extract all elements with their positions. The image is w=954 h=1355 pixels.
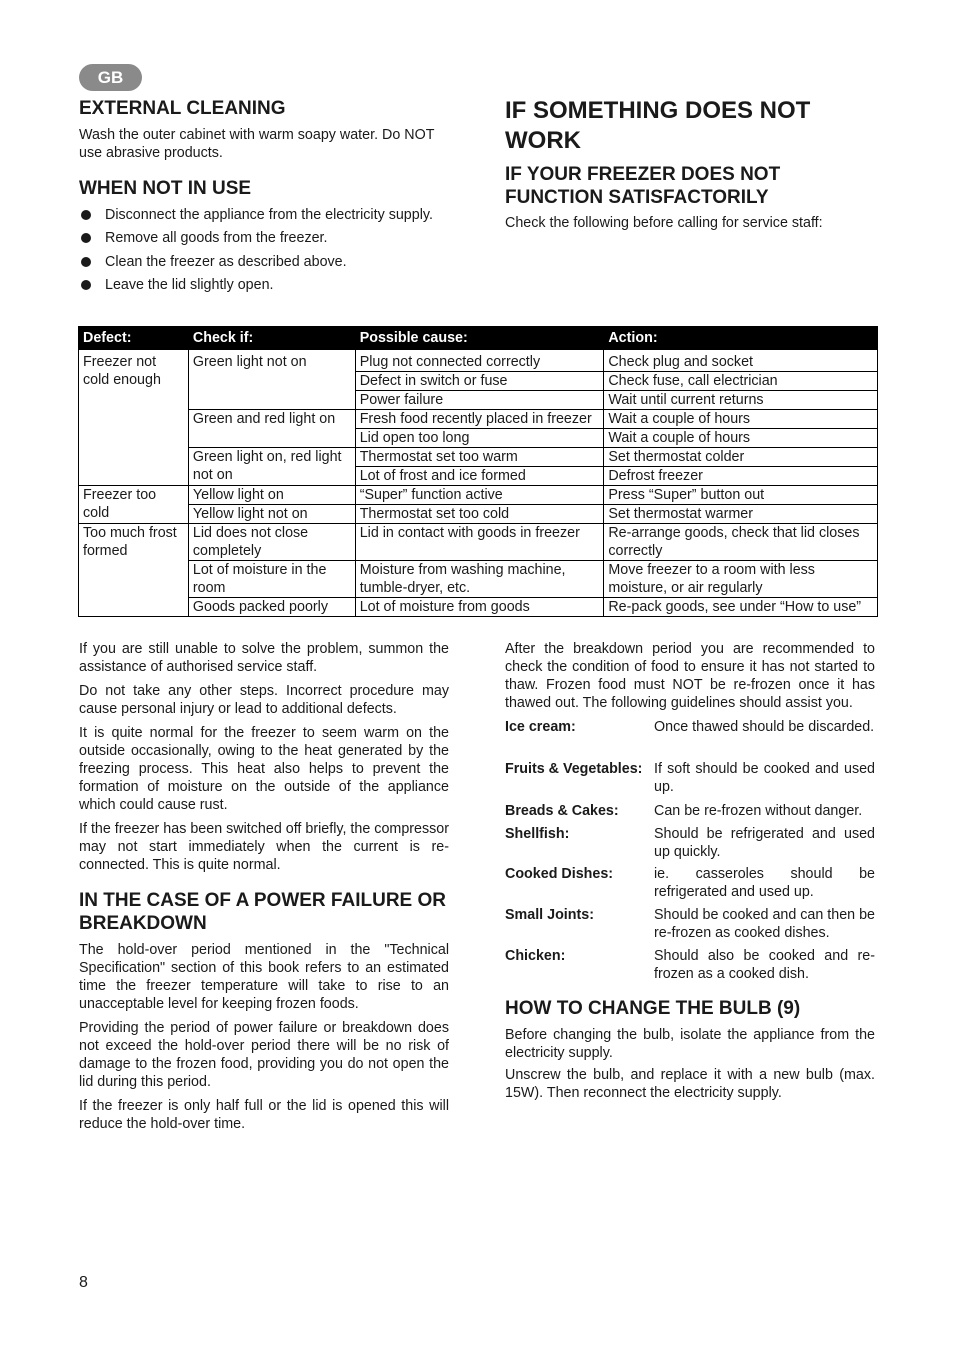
food-guideline-fruits-vegetables: Fruits & Vegetables: If soft should be cooked and used up.	[505, 761, 875, 795]
action-cell: Re-arrange goods, check that lid closes correctly	[604, 524, 878, 561]
action-cell: Set thermostat warmer	[604, 505, 878, 524]
list-item: Clean the freezer as described above.	[79, 253, 459, 271]
cause-cell: “Super” function active	[355, 486, 604, 505]
defect-cell: Freezer not cold enough	[79, 350, 189, 486]
hold-over-risk-para: Providing the period of power failure or breakdown does not exceed the hold-over period there will be no risk of damage to the frozen food, providing you do not open the lid during this period.	[79, 1020, 449, 1090]
defect-cell: Too much frost formed	[79, 524, 189, 617]
half-full-para: If the freezer is only half full or the lid is opened this will reduce the hold-over time.	[79, 1098, 449, 1132]
cause-cell: Fresh food recently placed in freezer	[355, 410, 604, 429]
action-cell: Re-pack goods, see under “How to use”	[604, 598, 878, 617]
troubleshooting-table	[78, 326, 878, 617]
bullet-icon	[81, 210, 91, 220]
isolate-appliance-para: Before changing the bulb, isolate the appliance from the electricity supply.	[505, 1027, 875, 1061]
check-cell: Lot of moisture in the room	[188, 561, 355, 598]
table-row	[79, 486, 878, 505]
list-item: Leave the lid slightly open.	[79, 276, 459, 294]
external-cleaning-heading: EXTERNAL CLEANING	[79, 98, 286, 119]
table-row	[79, 448, 878, 467]
freezer-not-functioning-heading: IF YOUR FREEZER DOES NOT FUNCTION SATISFACTORILY	[505, 164, 781, 208]
food-guideline-ice-cream: Ice cream: Once thawed should be discarded.	[505, 719, 875, 735]
cause-cell: Lid open too long	[355, 429, 604, 448]
after-breakdown-intro: After the breakdown period you are recommended to check the condition of food to ensure it has not started to thaw. Frozen food must NOT be re-frozen once it has thawed out. The following guidelines should assist you.	[505, 641, 875, 711]
action-cell: Wait until current returns	[604, 391, 878, 410]
check-cell: Green light on, red light not on	[188, 448, 355, 486]
food-guideline-cooked-dishes: Cooked Dishes: ie. casseroles should be refrigerated and used up.	[505, 866, 875, 900]
check-cell: Green and red light on	[188, 410, 355, 448]
cause-cell: Moisture from washing machine, tumble-dryer, etc.	[355, 561, 604, 598]
change-bulb-heading: HOW TO CHANGE THE BULB (9)	[505, 998, 801, 1019]
table-row	[79, 505, 878, 524]
header-action: Action:	[604, 327, 878, 350]
cause-cell: Lid in contact with goods in freezer	[355, 524, 604, 561]
check-cell: Green light not on	[188, 350, 355, 410]
language-badge: GB	[79, 64, 142, 91]
warm-outside-para: It is quite normal for the freezer to seem warm on the outside occasionally, owing to the heat generated by the freezing process. This heat also helps to prevent the formation of moisture on the outside of the appliance which could cause rust.	[79, 725, 449, 813]
check-cell: Yellow light on	[188, 486, 355, 505]
when-not-in-use-list	[79, 206, 459, 300]
food-guideline-shellfish: Shellfish: Should be refrigerated and used up quickly.	[505, 826, 875, 860]
list-item: Disconnect the appliance from the electricity supply.	[79, 206, 459, 224]
page-number: 8	[79, 1274, 88, 1291]
cause-cell: Lot of moisture from goods	[355, 598, 604, 617]
unable-to-solve-para: If you are still unable to solve the problem, summon the assistance of authorised service staff.	[79, 641, 449, 675]
cause-cell: Lot of frost and ice formed	[355, 467, 604, 486]
power-failure-heading: IN THE CASE OF A POWER FAILURE OR BREAKDOWN	[79, 890, 446, 934]
cause-cell: Thermostat set too cold	[355, 505, 604, 524]
food-guideline-chicken: Chicken: Should also be cooked and re-frozen as a cooked dish.	[505, 948, 875, 982]
action-cell: Set thermostat colder	[604, 448, 878, 467]
bullet-icon	[81, 233, 91, 243]
page-title: IF SOMETHING DOES NOT WORK	[505, 97, 811, 154]
no-other-steps-para: Do not take any other steps. Incorrect procedure may cause personal injury or lead to additional defects.	[79, 683, 449, 717]
table-row	[79, 410, 878, 429]
check-cell: Yellow light not on	[188, 505, 355, 524]
table-header-row	[79, 327, 878, 350]
header-check-if: Check if:	[188, 327, 355, 350]
hold-over-para: The hold-over period mentioned in the "Technical Specification" section of this book refers to an estimated time the freezer temperature will take to rise to an unacceptable level for keeping frozen foods.	[79, 942, 449, 1012]
action-cell: Defrost freezer	[604, 467, 878, 486]
cause-cell: Plug not connected correctly	[355, 350, 604, 372]
action-cell: Press “Super” button out	[604, 486, 878, 505]
header-possible-cause: Possible cause:	[355, 327, 604, 350]
action-cell: Check fuse, call electrician	[604, 372, 878, 391]
bullet-icon	[81, 257, 91, 267]
replace-bulb-para: Unscrew the bulb, and replace it with a new bulb (max. 15W). Then reconnect the electricity supply.	[505, 1067, 875, 1101]
check-before-calling-text: Check the following before calling for service staff:	[505, 215, 823, 231]
food-guideline-small-joints: Small Joints: Should be cooked and can then be re-frozen as cooked dishes.	[505, 907, 875, 941]
header-defect: Defect:	[79, 327, 189, 350]
defect-cell: Freezer too cold	[79, 486, 189, 524]
external-cleaning-text: Wash the outer cabinet with warm soapy water. Do NOT use abrasive products.	[79, 127, 435, 161]
compressor-para: If the freezer has been switched off briefly, the compressor may not start immediately when the current is re-connected. This is quite normal.	[79, 821, 449, 873]
action-cell: Wait a couple of hours	[604, 410, 878, 429]
bullet-icon	[81, 280, 91, 290]
list-item: Remove all goods from the freezer.	[79, 229, 459, 247]
check-cell: Goods packed poorly	[188, 598, 355, 617]
when-not-in-use-heading: WHEN NOT IN USE	[79, 178, 252, 199]
table-row	[79, 524, 878, 561]
action-cell: Check plug and socket	[604, 350, 878, 372]
check-cell: Lid does not close completely	[188, 524, 355, 561]
table-row	[79, 350, 878, 372]
action-cell: Move freezer to a room with less moisture, or air regularly	[604, 561, 878, 598]
food-guideline-breads-cakes: Breads & Cakes: Can be re-frozen without danger.	[505, 803, 863, 819]
action-cell: Wait a couple of hours	[604, 429, 878, 448]
cause-cell: Power failure	[355, 391, 604, 410]
table-row	[79, 561, 878, 598]
table-row	[79, 598, 878, 617]
cause-cell: Defect in switch or fuse	[355, 372, 604, 391]
cause-cell: Thermostat set too warm	[355, 448, 604, 467]
